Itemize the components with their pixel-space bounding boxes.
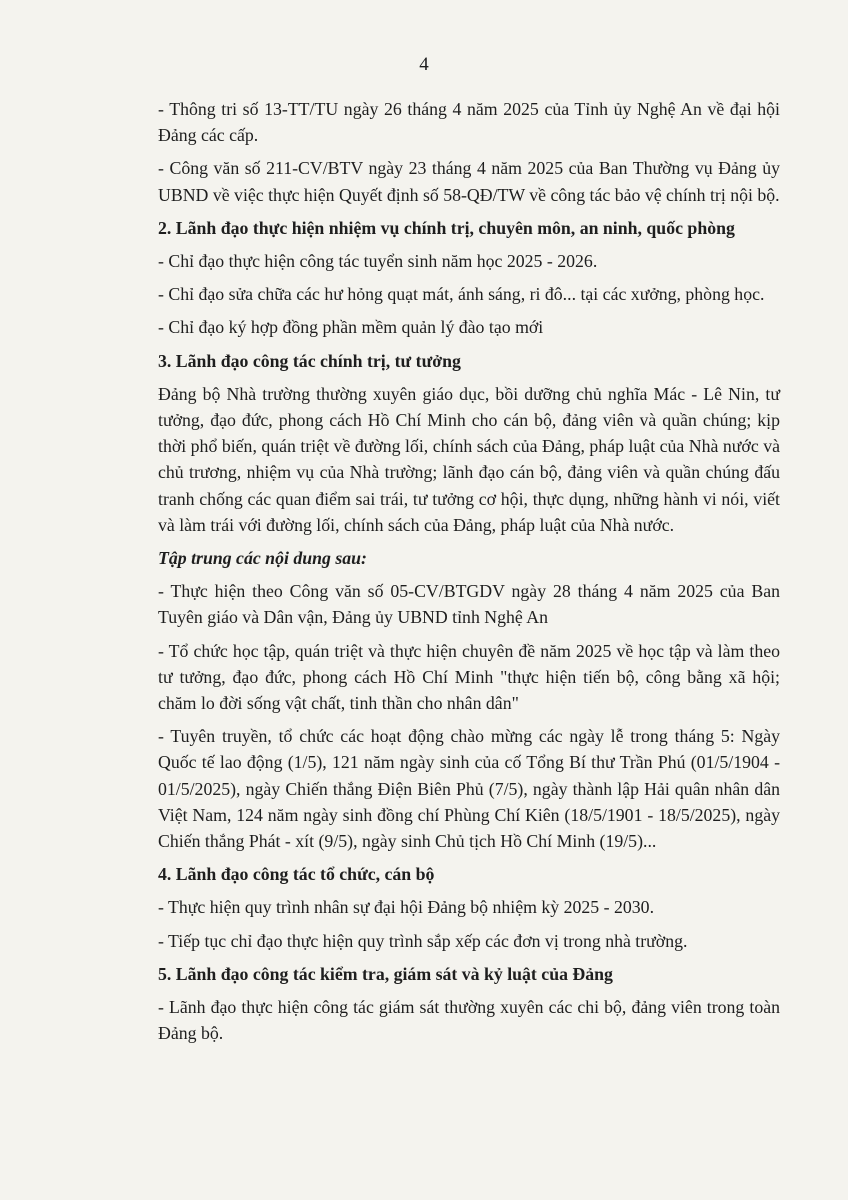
paragraph-software-contract: - Chỉ đạo ký hợp đồng phần mềm quản lý đào tạo mới xyxy=(158,317,544,338)
paragraph-supervision: - Lãnh đạo thực hiện công tác giám sát thường xuyên các chi bộ, đảng viên trong toàn Đảng bộ. xyxy=(158,997,780,1044)
page-number: 4 xyxy=(419,54,429,75)
paragraph-enrollment: - Chỉ đạo thực hiện công tác tuyển sinh năm học 2025 - 2026. xyxy=(158,251,598,272)
focus-subheading: Tập trung các nội dung sau: xyxy=(158,548,367,569)
paragraph-congress-personnel: - Thực hiện quy trình nhân sự đại hội Đảng bộ nhiệm kỳ 2025 - 2030. xyxy=(158,897,655,918)
heading-inspection-discipline: 5. Lãnh đạo công tác kiểm tra, giám sát và kỷ luật của Đảng xyxy=(158,963,613,984)
paragraph-circular-13: - Thông tri số 13-TT/TU ngày 26 tháng 4 năm 2025 của Tỉnh ủy Nghệ An về đại hội Đảng các cấp. xyxy=(158,99,780,146)
paragraph-party-education: Đảng bộ Nhà trường thường xuyên giáo dục, bồi dưỡng chủ nghĩa Mác - Lê Nin, tư tưởng, đạo đức, phong cách Hồ Chí Minh cho cán bộ, đảng viên và quần chúng; kịp thời phổ biến, quán triệt về đường lối, chính sách của Đảng, pháp luật của Nhà nước và chủ trương, nhiệm vụ của Nhà trường; lãnh đạo cán bộ, đảng viên và quần chúng đấu tranh chống các quan điểm sai trái, tư tưởng cơ hội, thực dụng, những hành vi nói, viết và làm trái với đường lối, chính sách của Đảng, pháp luật của Nhà nước. xyxy=(158,383,780,535)
paragraph-may-celebrations: - Tuyên truyền, tổ chức các hoạt động chào mừng các ngày lễ trong tháng 5: Ngày Quốc tế lao động (1/5), 121 năm ngày sinh của cố Tổng Bí thư Trần Phú (01/5/1904 - 01/5/2025), ngày Chiến thắng Điện Biên Phủ (7/5), ngày thành lập Hải quân nhân dân Việt Nam, 124 năm ngày sinh đồng chí Phùng Chí Kiên (18/5/1901 - 18/5/2025), ngày Chiến thắng Phát - xít (9/5), ngày sinh Chủ tịch Hồ Chí Minh (19/5)... xyxy=(158,726,780,852)
paragraph-unit-arrangement: - Tiếp tục chỉ đạo thực hiện quy trình sắp xếp các đơn vị trong nhà trường. xyxy=(158,930,688,951)
document-body xyxy=(158,96,780,1054)
paragraph-dispatch-211: - Công văn số 211-CV/BTV ngày 23 tháng 4 năm 2025 của Ban Thường vụ Đảng ủy UBND về việc thực hiện Quyết định số 58-QĐ/TW về công tác bảo vệ chính trị nội bộ. xyxy=(158,158,780,205)
heading-ideology-work: 3. Lãnh đạo công tác chính trị, tư tưởng xyxy=(158,350,461,371)
paragraph-thematic-study: - Tổ chức học tập, quán triệt và thực hiện chuyên đề năm 2025 về học tập và làm theo tư tưởng, đạo đức, phong cách Hồ Chí Minh "thực hiện tiến bộ, công bằng xã hội; chăm lo đời sống vật chất, tinh thần cho nhân dân" xyxy=(158,640,780,714)
heading-political-tasks: 2. Lãnh đạo thực hiện nhiệm vụ chính trị, chuyên môn, an ninh, quốc phòng xyxy=(158,217,735,238)
paragraph-repairs: - Chỉ đạo sửa chữa các hư hỏng quạt mát, ánh sáng, ri đô... tại các xưởng, phòng học. xyxy=(158,284,765,305)
paragraph-dispatch-05: - Thực hiện theo Công văn số 05-CV/BTGDV ngày 28 tháng 4 năm 2025 của Ban Tuyên giáo và Dân vận, Đảng ủy UBND tỉnh Nghệ An xyxy=(158,581,780,628)
heading-organization-personnel: 4. Lãnh đạo công tác tổ chức, cán bộ xyxy=(158,864,435,885)
